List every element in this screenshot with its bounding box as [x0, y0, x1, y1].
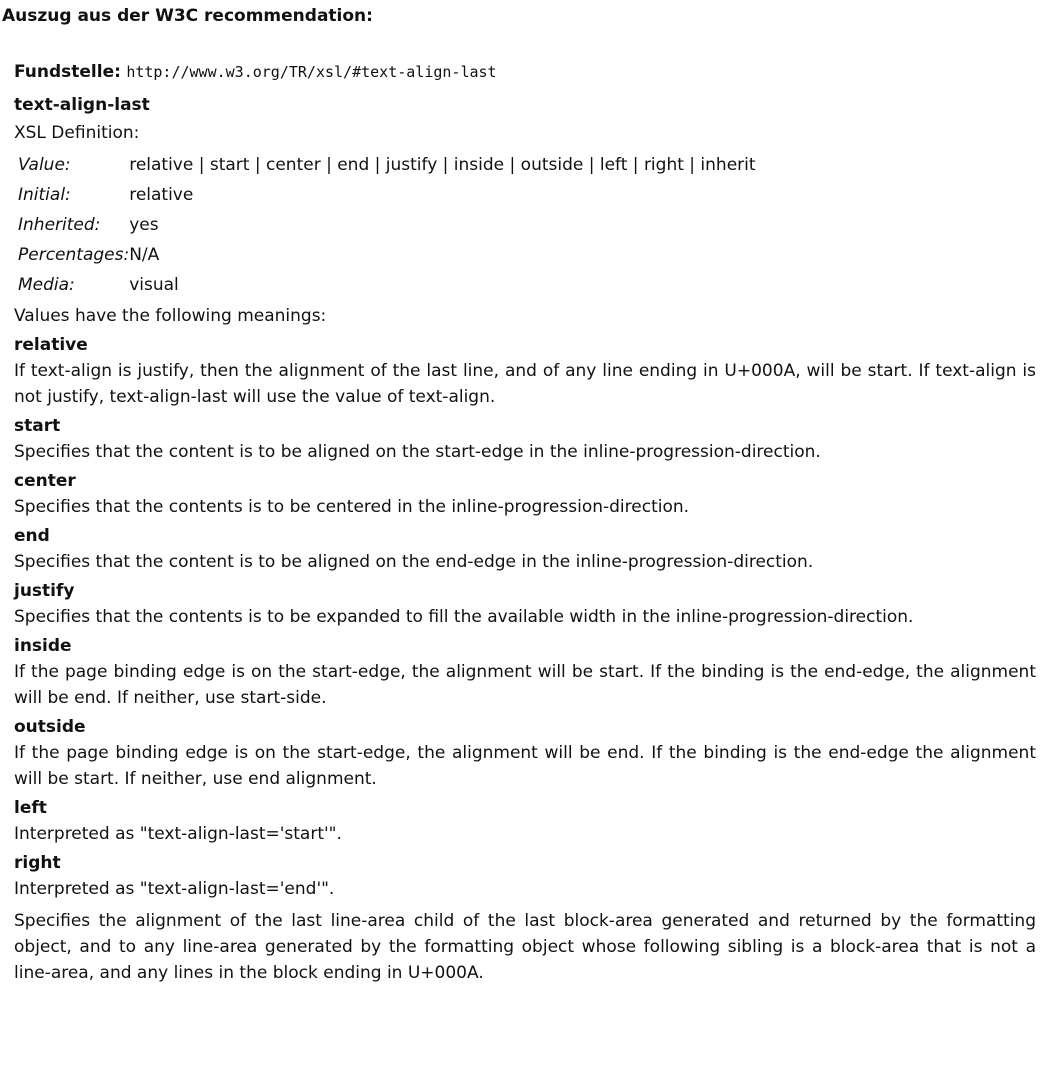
property-value: visual — [129, 275, 179, 295]
xsl-definition-label: XSL Definition: — [14, 123, 140, 143]
property-value: yes — [129, 215, 159, 235]
property-value: relative | start | center | end | justify | inside | outside | left | right | inherit — [129, 155, 756, 175]
property-key: Initial: — [18, 185, 71, 205]
recommendation-excerpt — [14, 58, 1036, 986]
meanings-intro: Values have the following meanings: — [14, 306, 327, 326]
value-term-end: end — [14, 526, 50, 546]
table-row — [18, 150, 756, 180]
source-reference — [14, 58, 1036, 86]
value-term-outside: outside — [14, 717, 86, 737]
value-definition-inside: If the page binding edge is on the start-edge, the alignment will be start. If the binding is the end-edge, the alignment will be end. If neither, use start-side. — [14, 662, 1036, 708]
property-key: Value: — [18, 155, 71, 175]
value-definition-right: Interpreted as "text-align-last='end'". — [14, 879, 335, 899]
page-heading: Auszug aus der W3C recommendation: — [2, 6, 373, 26]
value-definition-center: Specifies that the contents is to be centered in the inline-progression-direction. — [14, 497, 690, 517]
table-row — [18, 240, 756, 270]
property-key: Percentages: — [18, 245, 130, 265]
table-row — [18, 270, 756, 300]
value-definitions — [14, 332, 1036, 902]
source-label: Fundstelle: — [14, 62, 121, 82]
source-url: http://www.w3.org/TR/xsl/#text-align-last — [126, 63, 497, 81]
property-value: relative — [129, 185, 194, 205]
value-definition-relative: If text-align is justify, then the alignment of the last line, and of any line ending in U+000A, will be start. If text-align is not justify, text-align-last will use the value of text-align. — [14, 361, 1036, 407]
value-term-justify: justify — [14, 581, 75, 601]
value-definition-left: Interpreted as "text-align-last='start'". — [14, 824, 342, 844]
value-term-left: left — [14, 798, 47, 818]
closing-paragraph: Specifies the alignment of the last line-area child of the last block-area generated and returned by the formatting object, and to any line-area generated by the formatting object whose following sibling is a block-area that is not a line-area, and any lines in the block ending in U+000A. — [14, 911, 1036, 983]
value-term-start: start — [14, 416, 61, 436]
value-definition-outside: If the page binding edge is on the start-edge, the alignment will be end. If the binding is the end-edge the alignment will be start. If neither, use end alignment. — [14, 743, 1036, 789]
property-value: N/A — [129, 245, 160, 265]
value-definition-end: Specifies that the content is to be aligned on the end-edge in the inline-progression-direction. — [14, 552, 814, 572]
property-key: Inherited: — [18, 215, 101, 235]
table-row — [18, 210, 756, 240]
value-term-relative: relative — [14, 335, 88, 355]
property-name: text-align-last — [14, 95, 150, 115]
value-term-inside: inside — [14, 636, 72, 656]
property-key: Media: — [18, 275, 75, 295]
table-row — [18, 180, 756, 210]
value-definition-justify: Specifies that the contents is to be expanded to fill the available width in the inline-progression-direction. — [14, 607, 914, 627]
value-term-right: right — [14, 853, 61, 873]
value-definition-start: Specifies that the content is to be aligned on the start-edge in the inline-progression-direction. — [14, 442, 821, 462]
value-term-center: center — [14, 471, 76, 491]
property-definition-table — [18, 150, 756, 300]
